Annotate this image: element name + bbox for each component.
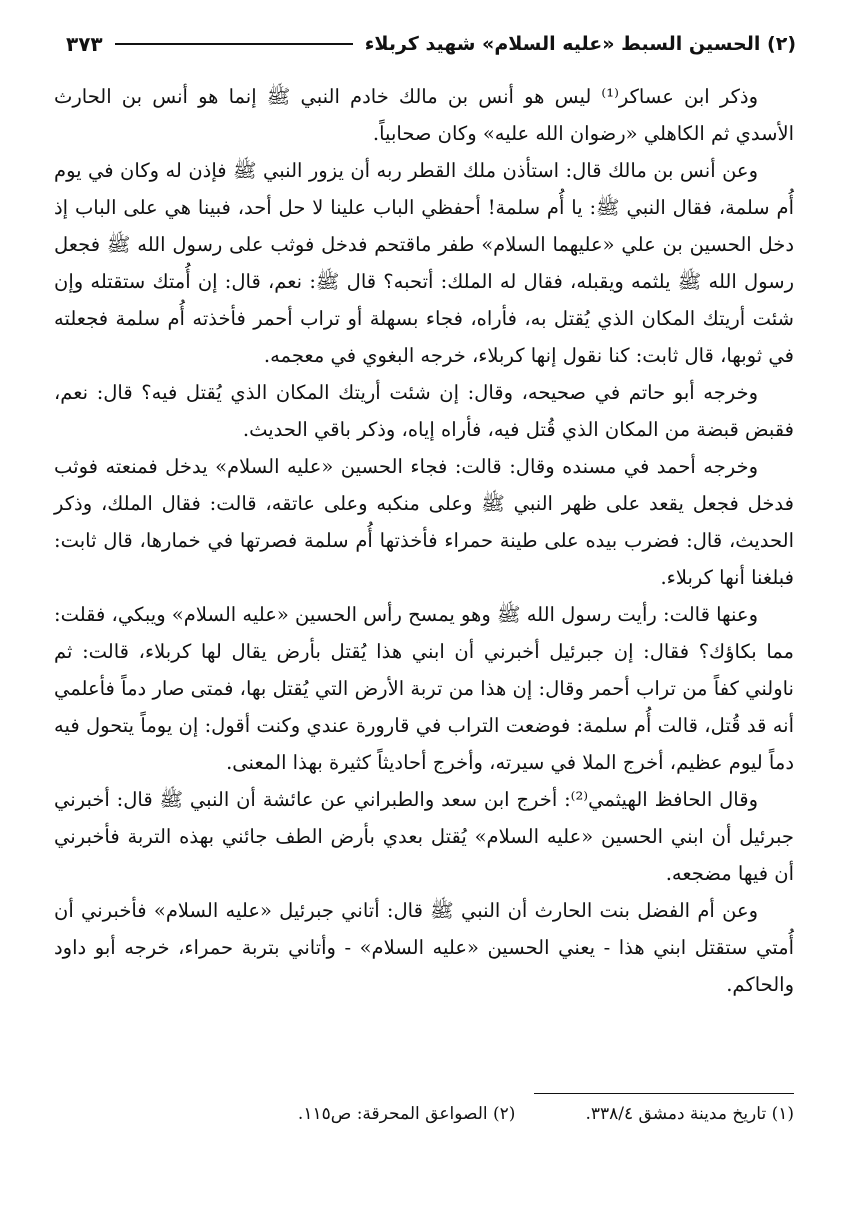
paragraph-4: وخرجه أحمد في مسنده وقال: قالت: فجاء الحسين «عليه السلام» يدخل فمنعته فوثب فدخل فجعل يقعد على ظهر النبي ﷺ وعلى منكبه وعلى عاتقه، قالت: فقال الملك، وذكر الحديث، قال: فضرب بيده على طينة حمراء فأخذتها أُم سلمة فصرتها في خمارها، قال ثابت: فبلغنا أنها كربلاء. (54, 455, 794, 589)
footnote-1: (١) تاريخ مدينة دمشق ٣٣٨/٤. (585, 1104, 794, 1124)
running-header (66, 28, 796, 60)
paragraph-5: وعنها قالت: رأيت رسول الله ﷺ وهو يمسح رأس الحسين «عليه السلام» ويبكي، فقلت: مما بكاؤك؟ فقال: إن جبرئيل أخبرني أن ابني هذا يُقتل بأرض يقال لها كربلاء، قالت: ثم ناولني كفاً من تراب أحمر وقال: إن هذا من تربة الأرض التي يُقتل بها، فمتى صار دماً فأعلمي أنه قد قُتل، قالت أُم سلمة: فوضعت التراب في قارورة عندي وكنت أقول: إن يوماً يتحول فيه دماً ليوم عظيم، أخرج الملا في سيرته، وأخرج أحاديثاً كثيرة بهذا المعنى. (54, 603, 794, 774)
paragraph-2: وعن أنس بن مالك قال: استأذن ملك القطر ربه أن يزور النبي ﷺ فإذن له وكان في يوم أُم سلمة، فقال النبي ﷺ: يا أُم سلمة! أحفظي الباب علينا لا حل أحد، فبينا هي على الباب إذ دخل الحسين بن علي «عليهما السلام» طفر ماقتحم فدخل فوثب على رسول الله ﷺ فجعل رسول الله ﷺ يلثمه ويقبله، فقال له الملك: أتحبه؟ قال ﷺ: نعم، قال: إن أُمتك ستقتله وإن شئت أريتك المكان الذي يُقتل به، فأراه، فجاء بسهلة أو تراب أحمر فأخذته أُم سلمة فجعلته في ثوبها، قال ثابت: كنا نقول إنها كربلاء، خرجه البغوي في معجمه. (54, 159, 794, 367)
paragraph-3: وخرجه أبو حاتم في صحيحه، وقال: إن شئت أريتك المكان الذي يُقتل فيه؟ قال: نعم، فقبض قبضة من المكان الذي قُتل فيه، فأراه إياه، وذكر باقي الحديث. (54, 381, 794, 441)
footnotes (54, 1100, 794, 1128)
body-text (54, 78, 794, 1003)
paragraph-6: وقال الحافظ الهيثمي⁽²⁾: أخرج ابن سعد والطبراني عن عائشة أن النبي ﷺ قال: أخبرني جبرئيل أن ابني الحسين «عليه السلام» يُقتل بعدي بأرض الطف جائني بهذه التربة فأخبرني أن فيها مضجعه. (54, 788, 794, 885)
header-title: (٢) الحسين السبط «عليه السلام» شهيد كربلاء (364, 33, 796, 55)
paragraph-7: وعن أم الفضل بنت الحارث أن النبي ﷺ قال: أتاني جبرئيل «عليه السلام» فأخبرني أن أُمتي ستقتل ابني هذا - يعني الحسين «عليه السلام» - وأتاني بتربة حمراء، خرجه أبو داود والحاكم. (54, 899, 794, 996)
paragraph-1: وذكر ابن عساكر⁽¹⁾ ليس هو أنس بن مالك خادم النبي ﷺ إنما هو أنس بن الحارث الأسدي ثم الكاهلي «رضوان الله عليه» وكان صحابياً. (54, 85, 794, 145)
footnote-2: (٢) الصواعق المحرقة: ص١١٥. (297, 1104, 516, 1124)
footnote-rule (534, 1093, 794, 1094)
page-number: ٣٧٣ (66, 32, 103, 56)
header-rule (115, 43, 353, 45)
